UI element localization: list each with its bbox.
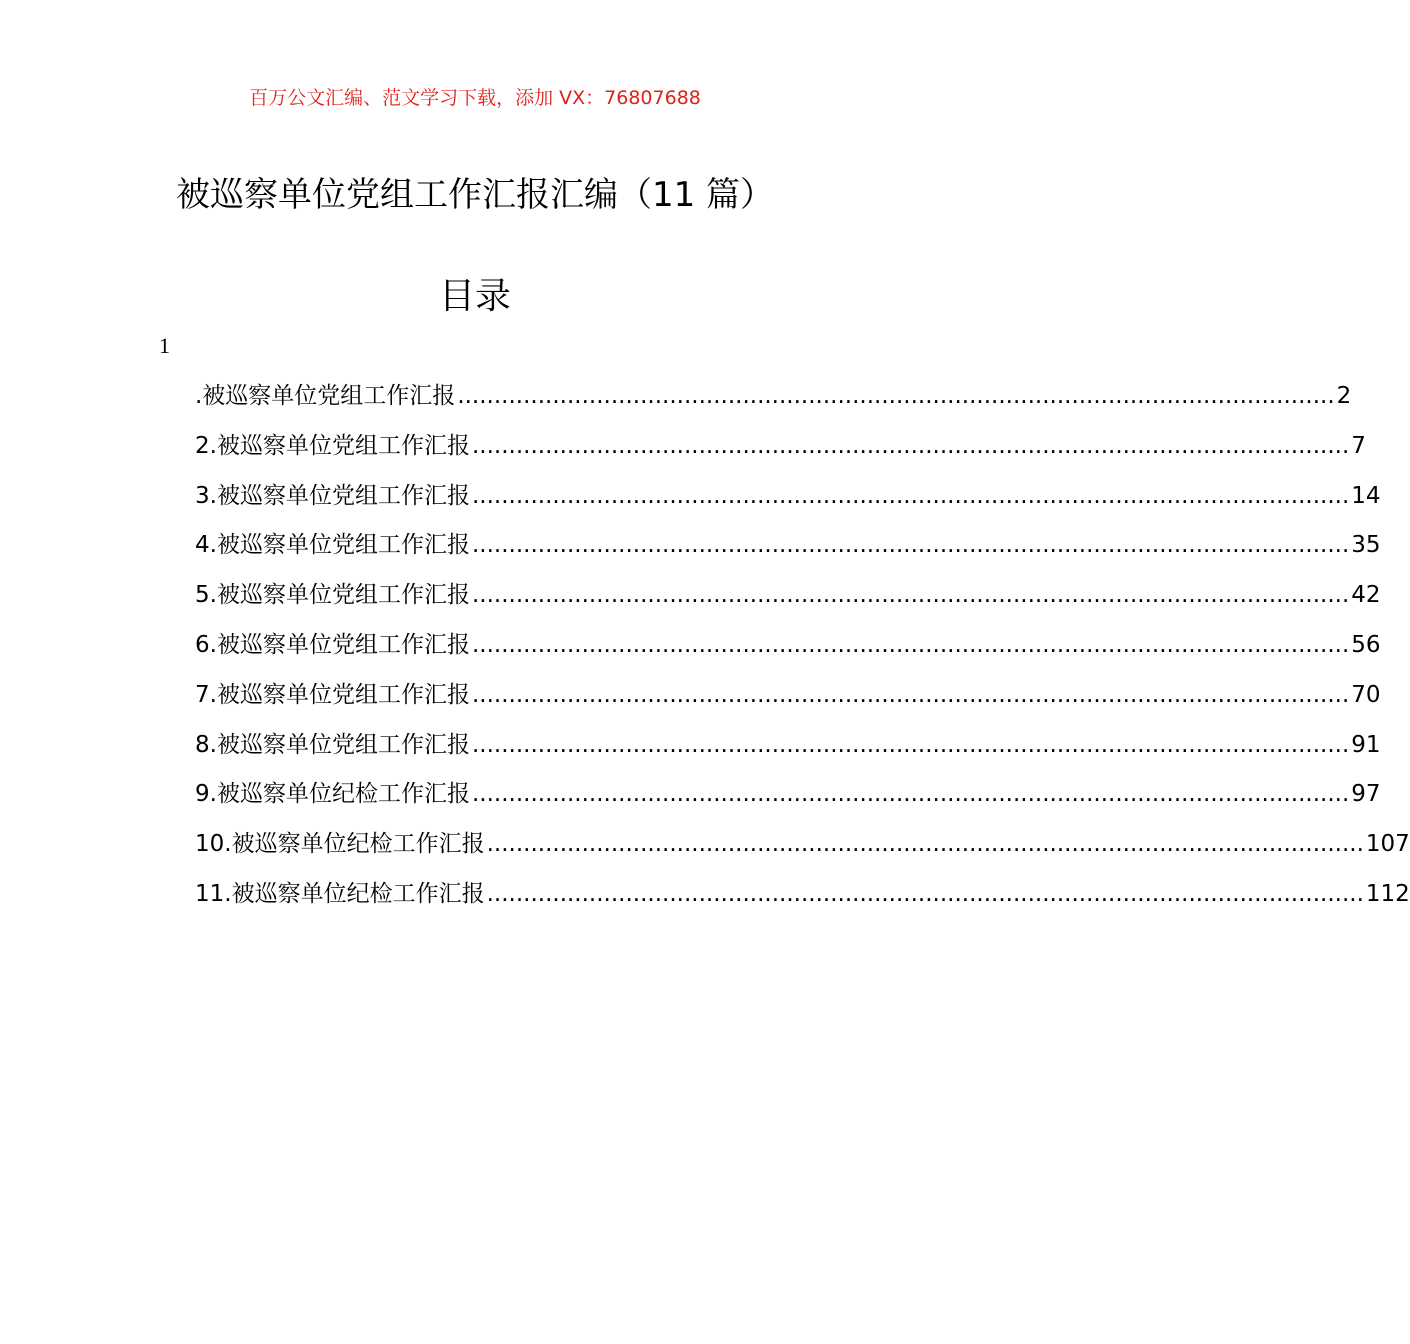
page-marker-number: 1 [159, 333, 170, 358]
toc-entry-page: 14 [1351, 482, 1381, 509]
toc-entry-11[interactable] [195, 876, 1410, 926]
document-title: 被巡察单位党组工作汇报汇编（11 篇） [175, 175, 775, 215]
toc-entry-page: 70 [1351, 681, 1381, 708]
toc-leader-dots: ........................................................................................................................ [471, 631, 1350, 658]
toc-entry-page: 112 [1365, 880, 1410, 907]
toc-entry-page: 56 [1351, 631, 1381, 658]
toc-leader-dots: ........................................................................................................................ [471, 532, 1350, 559]
toc-entry-label: .被巡察单位党组工作汇报 [195, 383, 456, 409]
toc-entry-label: 11.被巡察单位纪检工作汇报 [195, 880, 485, 907]
watermark-header-note: 百万公文汇编、范文学习下载，添加 VX：76807688 [249, 87, 701, 109]
toc-entry-2[interactable] [195, 428, 1366, 478]
toc-leader-dots: ........................................................................................................................ [471, 482, 1350, 509]
toc-heading: 目录 [438, 276, 511, 317]
toc-entry-page: 107 [1365, 831, 1410, 858]
toc-entry-label: 6.被巡察单位党组工作汇报 [195, 631, 470, 658]
toc-leader-dots: ........................................................................................................................ [471, 582, 1350, 609]
toc-leader-dots: ........................................................................................................................ [486, 831, 1364, 858]
toc-entry-label: 7.被巡察单位党组工作汇报 [195, 681, 470, 708]
toc-entry-5[interactable] [195, 577, 1381, 627]
toc-entry-label: 9.被巡察单位纪检工作汇报 [195, 781, 470, 808]
toc-leader-dots: ........................................................................................................................ [457, 383, 1335, 409]
toc-entry-label: 8.被巡察单位党组工作汇报 [195, 731, 470, 758]
toc-entry-8[interactable] [195, 727, 1381, 777]
toc-entry-page: 91 [1351, 731, 1381, 758]
toc-entry-3[interactable] [195, 478, 1381, 528]
toc-leader-dots: ........................................................................................................................ [471, 432, 1350, 459]
toc-entry-1[interactable] [195, 378, 1352, 428]
toc-entry-page: 42 [1351, 582, 1381, 609]
toc-entry-6[interactable] [195, 627, 1381, 677]
toc-entry-10[interactable] [195, 826, 1410, 876]
toc-leader-dots: ........................................................................................................................ [471, 681, 1350, 708]
toc-entry-page: 2 [1336, 383, 1352, 409]
toc-entry-label: 4.被巡察单位党组工作汇报 [195, 532, 470, 559]
toc-entry-label: 5.被巡察单位党组工作汇报 [195, 582, 470, 609]
toc-entry-label: 2.被巡察单位党组工作汇报 [195, 432, 470, 459]
toc-leader-dots: ........................................................................................................................ [486, 880, 1364, 907]
toc-entry-page: 35 [1351, 532, 1381, 559]
toc-entry-4[interactable] [195, 527, 1381, 577]
toc-entry-page: 97 [1351, 781, 1381, 808]
toc-entry-9[interactable] [195, 776, 1381, 826]
toc-entry-label: 3.被巡察单位党组工作汇报 [195, 482, 470, 509]
toc-entry-label: 10.被巡察单位纪检工作汇报 [195, 831, 485, 858]
toc-entry-page: 7 [1351, 432, 1366, 459]
toc-leader-dots: ........................................................................................................................ [471, 731, 1350, 758]
toc-entry-7[interactable] [195, 677, 1381, 727]
toc-leader-dots: ........................................................................................................................ [471, 781, 1350, 808]
table-of-contents [195, 378, 1410, 926]
